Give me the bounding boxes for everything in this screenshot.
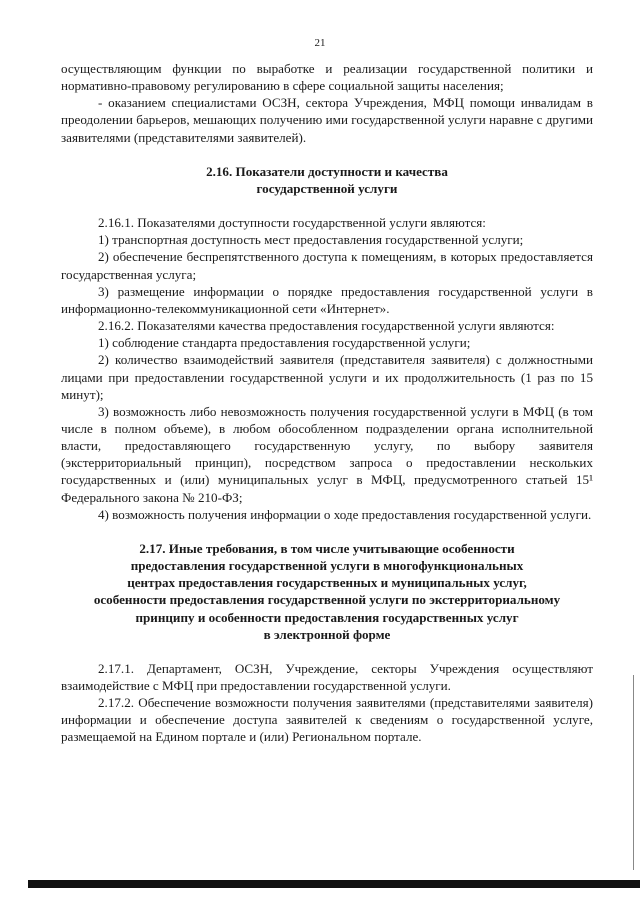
paragraph: 3) размещение информации о порядке предоставления государственной услуги в информационно-телекоммуникационной сети «Интернет». bbox=[61, 283, 593, 316]
heading-line: предоставления государственной услуги в многофункциональных bbox=[130, 558, 524, 574]
page-number: 21 bbox=[314, 37, 326, 49]
paragraph: 2) количество взаимодействий заявителя (представителя заявителя) с должностными лицами при предоставлении государственной услуги и их продолжительность (1 раз по 15 минут); bbox=[61, 352, 593, 402]
scan-bottom-rule bbox=[28, 880, 640, 888]
document-body bbox=[61, 60, 593, 746]
paragraph: 2.16.2. Показателями качества предоставления государственной услуги являются: bbox=[98, 318, 555, 334]
heading-line: государственной услуги bbox=[256, 180, 398, 196]
paragraph: 4) возможность получения информации о ходе предоставления государственной услуги. bbox=[98, 506, 592, 522]
heading-line: 2.17. Иные требования, в том числе учитывающие особенности bbox=[139, 540, 515, 556]
paragraph: - оказанием специалистами ОСЗН, сектора Учреждения, МФЦ помощи инвалидам в преодолении барьеров, мешающих получению ими государственной услуги наравне с другими заявителями (представителями заявителей). bbox=[61, 95, 593, 145]
heading-line: принципу и особенности предоставления государственных услуг bbox=[135, 609, 519, 625]
paragraph: осуществляющим функции по выработке и реализации государственной политики и нормативно-правовому регулированию в сфере социальной защиты населения; bbox=[61, 61, 593, 94]
section-heading-2-17 bbox=[61, 540, 593, 643]
paragraph: 2.17.2. Обеспечение возможности получения заявителями (представителями заявителя) информации и обеспечение доступа заявителей к сведениям о государственной услуге, размещаемой на Едином портале и (или) Региональном портале. bbox=[61, 695, 593, 745]
paragraph: 2.17.1. Департамент, ОСЗН, Учреждение, секторы Учреждения осуществляют взаимодействие с МФЦ при предоставлении государственной услуги. bbox=[61, 660, 593, 693]
heading-line: 2.16. Показатели доступности и качества bbox=[206, 163, 448, 179]
paragraph: 3) возможность либо невозможность получения государственной услуги в МФЦ (в том числе в полном объеме), в любом обособленном подразделении органа исполнительной власти, предоставляющего государственную услугу, по выбору заявителя (экстерриториальный принцип), посредством запроса о предоставлении нескольких государственных и (или) муниципальных услуг в МФЦ, предусмотренного статьей 15¹ Федерального закона № 210-ФЗ; bbox=[61, 403, 593, 505]
heading-line: особенности предоставления государственной услуги по экстерриториальному bbox=[93, 592, 561, 608]
paragraph: 2.16.1. Показателями доступности государственной услуги являются: bbox=[98, 215, 486, 231]
section-heading-2-16 bbox=[61, 163, 593, 197]
paragraph: 2) обеспечение беспрепятственного доступа к помещениям, в которых предоставляется государственная услуга; bbox=[61, 249, 593, 282]
heading-line: в электронной форме bbox=[263, 626, 391, 642]
paragraph: 1) транспортная доступность мест предоставления государственной услуги; bbox=[98, 232, 524, 248]
heading-line: центрах предоставления государственных и муниципальных услуг, bbox=[127, 575, 527, 591]
scan-edge-line bbox=[633, 675, 634, 870]
paragraph: 1) соблюдение стандарта предоставления государственной услуги; bbox=[98, 335, 471, 351]
